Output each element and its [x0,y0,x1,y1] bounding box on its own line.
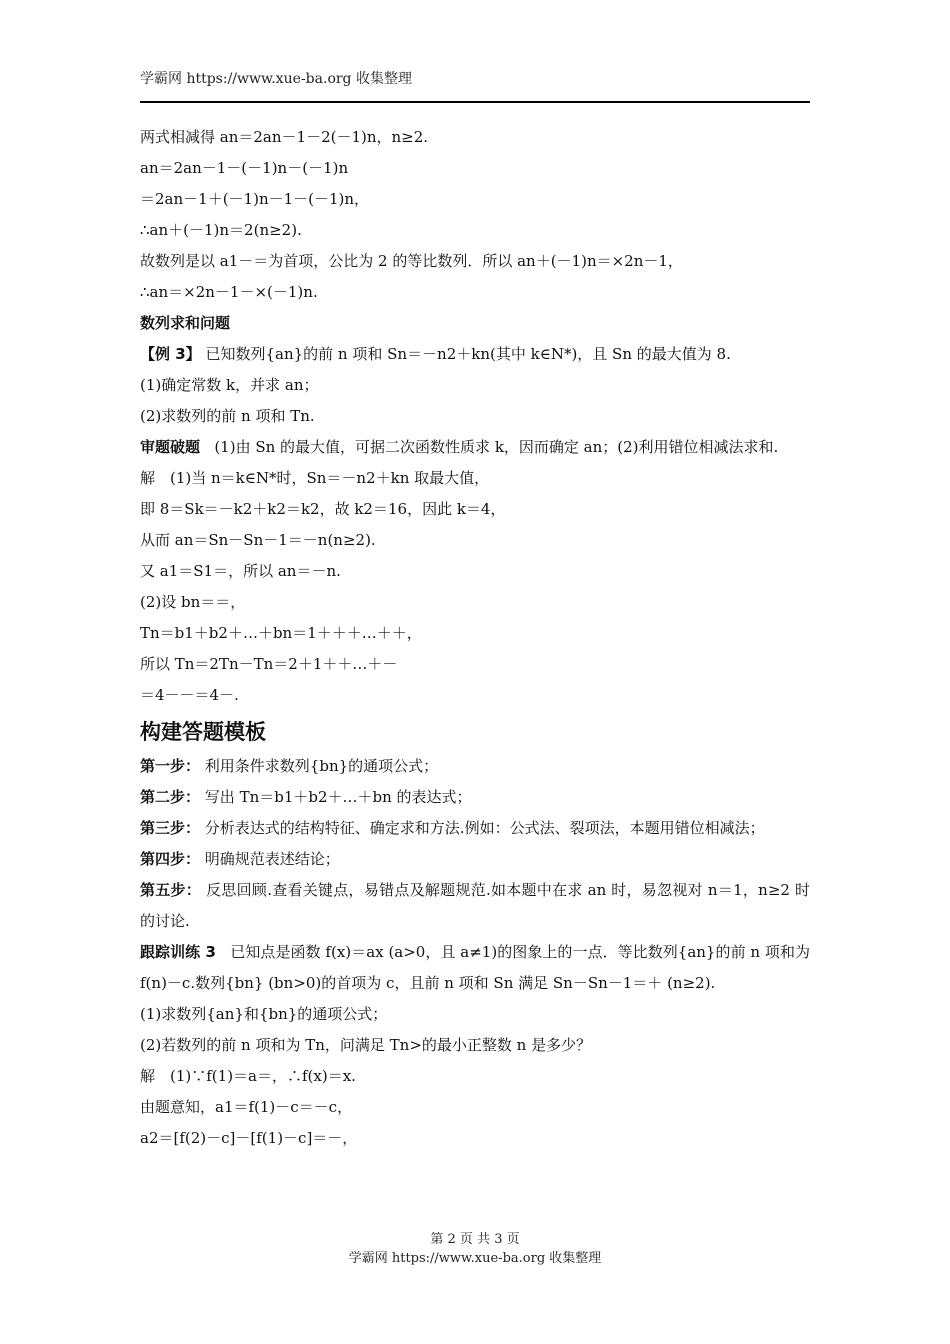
step-text: 明确规范表述结论； [204,850,340,868]
solution-line: 从而 an＝Sn－Sn－1＝－n(n≥2). [140,531,376,549]
header-divider [140,101,810,103]
template-title: 构建答题模板 [140,720,266,744]
solution-line: Tn＝b1＋b2＋…＋bn＝1＋＋＋…＋＋， [140,624,422,642]
solution-line: 又 a1＝S1＝，所以 an＝－n. [140,562,341,580]
example-label: 【例 3】 [140,345,201,363]
template-step [140,844,810,875]
step-label: 第四步： [140,850,201,868]
analysis-label: 审题破题 [140,438,201,456]
body-line: 故数列是以 a1－＝为首项，公比为 2 的等比数列．所以 an＋(－1)n＝×2n－1， [140,252,683,270]
solution-line: (2)设 bn＝＝， [140,593,246,611]
step-text: 反思回顾.查看关键点，易错点及解题规范.如本题中在求 an 时，易忽视对 n＝1，n≥2 时的讨论. [140,881,810,930]
body-line: 两式相减得 an＝2an－1－2(－1)n，n≥2. [140,128,429,146]
analysis-paragraph [140,432,810,463]
step-label: 第二步： [140,788,201,806]
example-question-1: (1)确定常数 k，并求 an； [140,376,319,394]
body-line: ＝2an－1＋(－1)n－1－(－1)n， [140,190,370,208]
exercise-statement [140,937,810,999]
step-label: 第三步： [140,819,201,837]
body-line: ∴an＝×2n－1－×(－1)n. [140,283,318,301]
step-label: 第五步： [140,881,202,899]
exercise-label: 跟踪训练 3 [140,943,216,961]
step-text: 写出 Tn＝b1＋b2＋…＋bn 的表达式； [204,788,472,806]
solution2-line: a2＝[f(2)－c]－[f(1)－c]＝－， [140,1129,358,1147]
solution2-line: 由题意知，a1＝f(1)－c＝－c， [140,1098,353,1116]
body-line: ∴an＋(－1)n＝2(n≥2). [140,221,302,239]
exercise-text: 已知点是函数 f(x)＝ax (a>0，且 a≠1)的图象上的一点．等比数列{an}的前 n 项和为 f(n)－c.数列{bn} (bn>0)的首项为 c，且前 n 项和 Sn 满足 Sn－Sn－1＝＋ (n≥2). [140,943,810,992]
example-statement [140,339,810,370]
document-body [140,122,810,1154]
solution-line: ＝4－－＝4－. [140,686,239,704]
subsection-title: 数列求和问题 [140,314,231,332]
solution-line: 所以 Tn＝2Tn－Tn＝2＋1＋＋…＋－ [140,655,398,673]
analysis-text: (1)由 Sn 的最大值，可据二次函数性质求 k，因而确定 an；(2)利用错位相减法求和. [214,438,779,456]
step-text: 分析表达式的结构特征、确定求和方法.例如：公式法、裂项法，本题用错位相减法； [204,819,765,837]
template-step [140,782,810,813]
solution-line: 即 8＝Sk＝－k2＋k2＝k2，故 k2＝16，因此 k＝4， [140,500,506,518]
solution2-line: 解 (1)∵f(1)＝a＝，∴f(x)＝x. [140,1067,356,1085]
page-footer-source: 学霸网 https://www.xue-ba.org 收集整理 [348,1251,602,1266]
template-step [140,751,810,782]
solution-line: 解 (1)当 n＝k∈N*时，Sn＝－n2＋kn 取最大值， [140,469,490,487]
exercise-question-2: (2)若数列的前 n 项和为 Tn，问满足 Tn>的最小正整数 n 是多少？ [140,1036,592,1054]
example-question-2: (2)求数列的前 n 项和 Tn. [140,407,315,425]
template-step [140,875,810,937]
template-step [140,813,810,844]
step-label: 第一步： [140,757,201,775]
exercise-question-1: (1)求数列{an}和{bn}的通项公式； [140,1005,388,1023]
page-header: 学霸网 https://www.xue-ba.org 收集整理 [140,71,412,87]
body-line: an＝2an－1－(－1)n－(－1)n [140,159,349,177]
example-text: 已知数列{an}的前 n 项和 Sn＝－n2＋kn(其中 k∈N*)，且 Sn 的最大值为 8. [205,345,731,363]
page-number: 第 2 页 共 3 页 [430,1232,520,1247]
step-text: 利用条件求数列{bn}的通项公式； [204,757,439,775]
